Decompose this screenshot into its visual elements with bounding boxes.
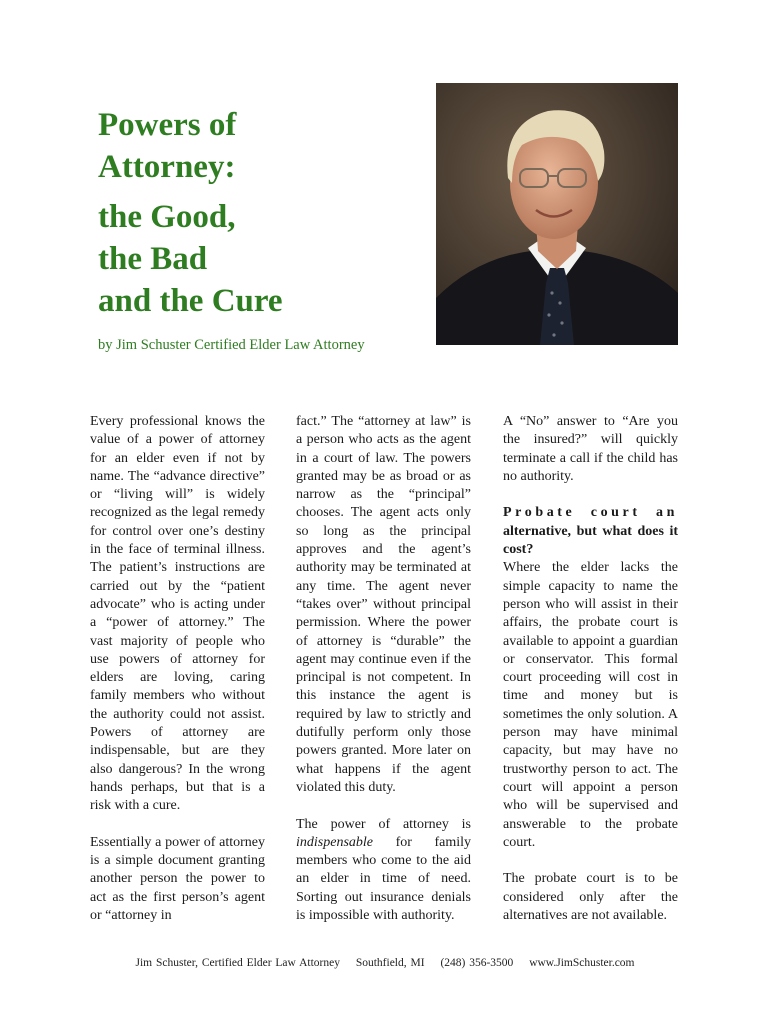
title-line-4: the Bad: [98, 241, 208, 277]
portrait-photo-icon: [436, 83, 678, 345]
byline: by Jim Schuster Certified Elder Law Attorney: [98, 337, 365, 353]
footer-website: www.JimSchuster.com: [529, 957, 635, 969]
article-column-2: [296, 413, 471, 925]
section-heading: [503, 504, 678, 559]
paragraph: fact.” The “attorney at law” is a person who acts as the agent in a court of law. The powers granted may be as broad or as narrow as the “principal” chooses. The agent acts only so long as the principal approves and the agent’s authority may be terminated at any time. The agent never “takes over” without principal permission. Where the power of attorney is “durable” the agent may continue even if the principal is not competent. In this instance the agent is required by law to strictly and dutifully perform only those powers granted. More later on what happens if the agent violated this duty.: [296, 414, 471, 795]
article-column-1: [90, 413, 265, 925]
title-line-5: and the Cure: [98, 283, 283, 319]
heading-part: alternative, but what does it cost?: [503, 523, 678, 558]
title-line-1: Powers of: [98, 107, 237, 143]
paragraph: Where the elder lacks the simple capacity to name the person who will assist in their affairs, the probate court is available to appoint a guardian or conservator. This formal court proceeding will cost in time and money but is sometimes the only solution. A person may have minimal capacity, but may have no trustworthy person to act. The court will appoint a person who will be supervised and answerable to the probate court.: [503, 560, 678, 850]
paragraph: Every professional knows the value of a power of attorney for an elder even if not by name. The “advance directive” or “living will” is widely recognized as the legal remedy for control over one’s destiny in the face of terminal illness. The patient’s instructions are carried out by the “patient advocate” who is acting under a “power of attorney.” The vast majority of people who use powers of attorney for elders are loving, caring family members who without the authority could not assist. Powers of attorney are indispensable, but are they also dangerous? In the wrong hands perhaps, but that is a risk with a cure.: [90, 414, 265, 814]
heading-part: Probate court an: [503, 505, 678, 521]
paragraph: [296, 816, 471, 926]
footer-phone: (248) 356-3500: [440, 957, 514, 969]
author-portrait: [436, 83, 678, 345]
paragraph: Essentially a power of attorney is a simple document granting another person the power to act as the first person’s agent or “attorney in: [90, 834, 265, 924]
article-column-3: [503, 413, 678, 925]
title-line-2: Attorney:: [98, 149, 236, 185]
text-run: The power of attorney is: [296, 816, 471, 832]
footer-city: Southfield, MI: [355, 957, 425, 969]
page-footer: [0, 957, 770, 969]
section: [503, 504, 678, 559]
paragraph: A “No” answer to “Are you the insured?” will quickly terminate a call if the child has no authority.: [503, 414, 678, 484]
emphasis-text: indispensable: [296, 834, 373, 850]
paragraph: The probate court is to be considered only after the alternatives are not available.: [503, 871, 678, 924]
title-line-3: the Good,: [98, 199, 236, 235]
article-title: [98, 104, 418, 322]
footer-name: Jim Schuster, Certified Elder Law Attorney: [135, 957, 340, 969]
text-run: for family members who come to the aid an elder in time of need. Sorting out insurance denials is impossible with authority.: [296, 834, 471, 924]
